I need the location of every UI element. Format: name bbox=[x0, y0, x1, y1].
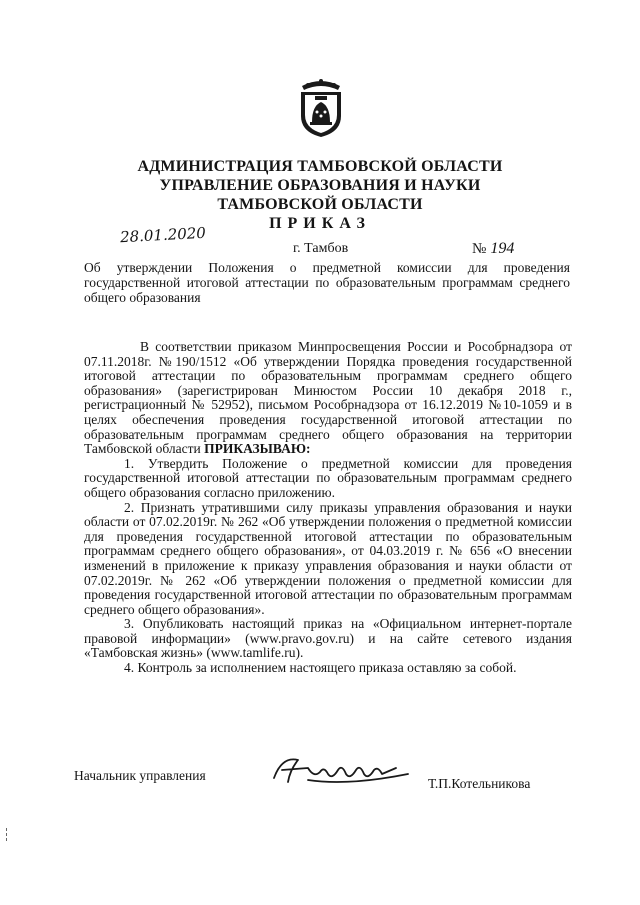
order-number-prefix: № bbox=[472, 241, 487, 257]
header-department: УПРАВЛЕНИЕ ОБРАЗОВАНИЯ И НАУКИ bbox=[159, 177, 481, 194]
handwritten-signature-icon bbox=[268, 748, 418, 790]
item-2-paragraph: 2. Признать утратившими силу приказы управления образования и науки области от 07.02.2019г. № 262 «Об утверждении положения о предметной комиссии для проведения государственной итоговой аттестации по образовательным программам среднего общего образования», от 04.03.2019 г. № 656 «О внесении изменений в приложение к приказу управления образования и науки области от 07.02.2019г. № 262 «Об утверждении положения о предметной комиссии для проведения государственной итоговой аттестации по образовательным программам среднего общего образования». bbox=[84, 499, 572, 617]
item-3-paragraph: 3. Опубликовать настоящий приказ на «Официальном интернет-портале правовой информации» (www.pravo.gov.ru) и на сайте сетевого издания «Тамбовская жизнь» (www.tamlife.ru). bbox=[84, 616, 572, 661]
signatory-name: Т.П.Котельникова bbox=[428, 776, 531, 791]
decree-word: ПРИКАЗЫВАЮ: bbox=[204, 441, 311, 457]
order-date: 28.01.2020 bbox=[119, 223, 207, 247]
preamble-text: В соответствии приказом Минпросвещения России и Рособрнадзора от 07.11.2018г. №190/1512 «Об утверждении Порядка проведения государственной итоговой аттестации по образовательным программам среднего общего образования» (зарегистрирован Минюстом России 10 декабря 2018 г., регистрационный № 52952), письмом Рособрнадзора от 16.12.2019 №10-1059 и в целях обеспечения проведения государственной итоговой аттестации по образовательным программам среднего общего образования на территории Тамбовской области bbox=[84, 339, 572, 457]
preamble-paragraph bbox=[84, 340, 572, 457]
header-administration: АДМИНИСТРАЦИЯ ТАМБОВСКОЙ ОБЛАСТИ bbox=[137, 158, 503, 175]
order-number bbox=[472, 240, 514, 258]
tambov-coat-of-arms-icon bbox=[296, 78, 346, 138]
order-body bbox=[84, 340, 572, 676]
document-type: ПРИКАЗ bbox=[269, 215, 371, 232]
item-4-paragraph: 4. Контроль за исполнением настоящего приказа оставляю за собой. bbox=[124, 660, 517, 676]
order-subject: Об утверждении Положения о предметной комиссии для проведения государственной итоговой аттестации по образовательным программам среднего общего образования bbox=[84, 260, 570, 305]
order-city: г. Тамбов bbox=[293, 241, 349, 256]
scan-mark-icon bbox=[6, 828, 8, 842]
signatory-title: Начальник управления bbox=[74, 768, 206, 783]
order-number-value: 194 bbox=[490, 240, 515, 257]
header-region: ТАМБОВСКОЙ ОБЛАСТИ bbox=[217, 196, 423, 213]
item-1-paragraph: 1. Утвердить Положение о предметной комиссии для проведения государственной итоговой аттестации по образовательным программам среднего общего образования согласно приложению. bbox=[84, 455, 572, 500]
